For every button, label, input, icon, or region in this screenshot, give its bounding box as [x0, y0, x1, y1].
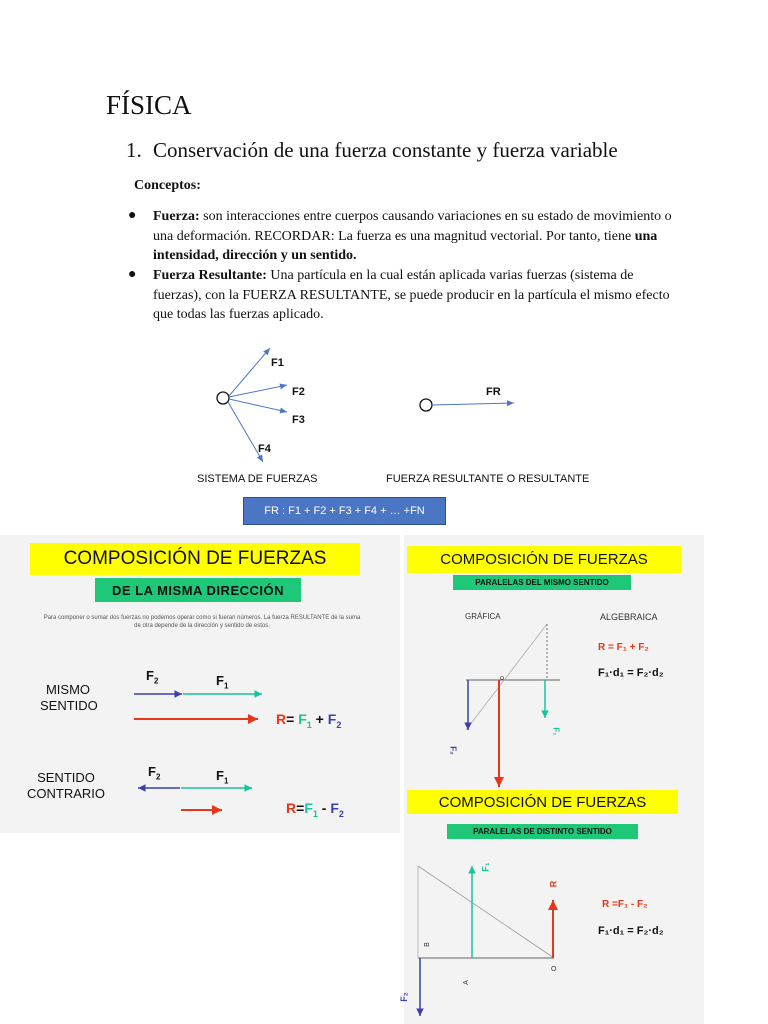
- bullet-fuerza: [153, 207, 673, 266]
- bullet-emphasis: una intensidad, dirección y un sentido.: [153, 228, 658, 263]
- label-point-o: O: [551, 966, 557, 973]
- heading-number: 1.: [126, 138, 142, 162]
- label-f4: F4: [258, 443, 271, 455]
- right-bottom-formula-diff: R =F₁ - F₂: [602, 899, 648, 910]
- right-top-formula-moments: F₁·d₁ = F₂·d₂: [598, 667, 664, 679]
- right-bottom-formula-moments: F₁·d₁ = F₂·d₂: [598, 925, 664, 937]
- right-bottom-title: COMPOSICIÓN DE FUERZAS: [407, 790, 678, 814]
- equation-sum: $R= F_1 + F_2$: [276, 711, 342, 730]
- bullet-dot: ●: [128, 208, 137, 223]
- label-point-b: B: [423, 942, 431, 947]
- row-label-line: MISMO: [45, 682, 91, 697]
- caption-sistema: SISTEMA DE FUERZAS: [197, 473, 318, 485]
- resultant-particle-circle: [420, 399, 432, 411]
- caption-resultante: FUERZA RESULTANTE O RESULTANTE: [386, 473, 590, 485]
- right-bottom-graphic: [404, 840, 604, 1024]
- label-f2-opposite-parallel: F₂: [398, 992, 409, 1002]
- label-algebraica: ALGEBRAICA: [600, 612, 658, 622]
- label-f2: F2: [292, 386, 305, 398]
- force-arrow-f3: [229, 399, 287, 412]
- heading-text: Conservación de una fuerza constante y fuerza variable: [153, 138, 618, 162]
- label-r-opposite-parallel: R: [548, 880, 559, 888]
- row-label-line: CONTRARIO: [27, 786, 105, 801]
- row-label-line: SENTIDO: [40, 698, 98, 713]
- right-top-graphic: [404, 590, 604, 790]
- left-panel-title: COMPOSICIÓN DE FUERZAS: [30, 543, 360, 575]
- label-f2-parallel: F₂: [448, 746, 458, 755]
- label-f1-same: $F_1$: [216, 673, 229, 691]
- label-f1-opposite: $F_1$: [216, 768, 229, 786]
- label-fr: FR: [486, 386, 501, 398]
- bullet-fuerza-resultante: [153, 266, 673, 325]
- label-f1-parallel: F₁: [551, 727, 561, 736]
- right-top-subtitle: PARALELAS DEL MISMO SENTIDO: [453, 575, 631, 590]
- page-title: FÍSICA: [106, 90, 192, 120]
- right-top-title: COMPOSICIÓN DE FUERZAS: [407, 546, 681, 573]
- pivot-point: [501, 677, 504, 680]
- equation-difference: $R=F_1 - F_2$: [286, 800, 344, 819]
- concepts-label: Conceptos:: [134, 178, 201, 193]
- left-panel-subtitle: DE LA MISMA DIRECCIÓN: [95, 578, 301, 602]
- bullet-term: Fuerza:: [153, 209, 200, 224]
- left-panel-note: Para componer o sumar dos fuerzas no podemos operar como si fueran números. La fuerza RESULTANTE de la suma de otra depende de la dirección y sentido de estos.: [43, 615, 361, 629]
- label-f2-opposite: $F_2$: [148, 764, 161, 782]
- label-f1-opposite-parallel: F₁: [480, 862, 491, 872]
- force-arrow-f1: [229, 348, 270, 396]
- construction-line: [466, 624, 547, 730]
- label-f2-same: $F_2$: [146, 668, 159, 686]
- label-f1: F1: [271, 357, 284, 369]
- right-bottom-subtitle: PARALELAS DE DISTINTO SENTIDO: [447, 824, 638, 839]
- particle-circle: [217, 392, 229, 404]
- resultant-arrow: [432, 403, 514, 405]
- label-point-a: A: [462, 980, 470, 985]
- construction-diagonal: [418, 866, 554, 958]
- section-heading: [126, 138, 618, 163]
- bullet-dot: ●: [128, 267, 137, 282]
- right-top-formula-sum: R = F₁ + F₂: [598, 642, 649, 653]
- force-arrow-f2: [229, 385, 287, 397]
- label-f3: F3: [292, 414, 305, 426]
- bullet-term: Fuerza Resultante:: [153, 268, 267, 283]
- bullet-text: son interacciones entre cuerpos causando variaciones en su estado de movimiento o una deformación. RECORDAR: La fuerza es una magnitud vectorial. Por tanto, tiene: [153, 209, 672, 244]
- resultant-formula-box: FR : F1 + F2 + F3 + F4 + … +FN: [243, 497, 446, 525]
- row-label-line: SENTIDO: [37, 770, 95, 785]
- force-system-diagram: [0, 330, 768, 500]
- label-grafica: GRÁFICA: [465, 612, 501, 621]
- bullet-text: Una partícula en la cual están aplicada varias fuerzas (sistema de fuerzas), con la FUERZA RESULTANTE, se puede producir en la partícula el mismo efecto que todas las fuerzas aplicado.: [153, 268, 670, 322]
